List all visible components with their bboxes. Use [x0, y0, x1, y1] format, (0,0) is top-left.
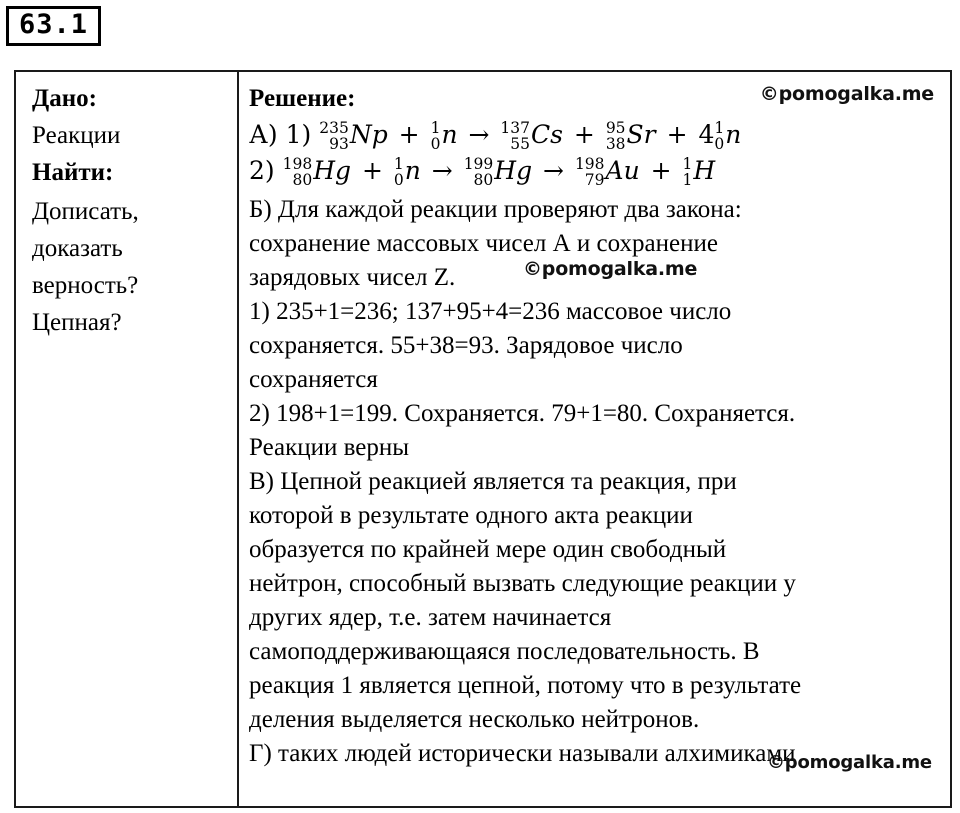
nuclide-term	[574, 154, 640, 189]
paragraph-v-line: В) Цепной реакцией является та реакция, при	[249, 468, 737, 495]
paragraph-v-line: которой в результате одного акта реакции	[249, 502, 693, 529]
nuclide-term	[282, 154, 352, 189]
nuclide-term	[682, 154, 716, 189]
mass-number: 1	[714, 118, 725, 137]
element-symbol: Cs	[531, 120, 563, 149]
check-2-line: 2) 198+1=199. Сохраняется. 79+1=80. Сохраняется.	[249, 400, 796, 427]
element-symbol: H	[693, 156, 716, 185]
paragraph-v-line: нейтрон, способный вызвать следующие реакции у	[249, 570, 796, 597]
paragraph-b-line: сохранение массовых чисел А и сохранение	[249, 230, 718, 257]
nuclide-indices	[606, 120, 626, 152]
paragraph-v-line: самоподдерживающаяся последовательность. В	[249, 638, 760, 665]
nuclide-indices	[683, 156, 693, 188]
equation-operator: +	[390, 120, 428, 149]
given-cell	[16, 72, 239, 806]
mass-number: 235	[319, 118, 349, 137]
equation-label: А) 1)	[249, 120, 320, 149]
mass-number: 198	[282, 154, 313, 173]
equation-operator: +	[565, 120, 603, 149]
nuclide-indices	[714, 120, 724, 152]
solution-table	[14, 70, 952, 808]
find-line: верность?	[32, 272, 139, 299]
equation-operator: +	[354, 156, 391, 185]
nuclide-indices	[283, 156, 313, 188]
element-symbol: Np	[349, 120, 388, 149]
given-heading: Дано:	[32, 85, 97, 112]
atomic-number: 0	[430, 134, 441, 153]
find-line: доказать	[32, 235, 123, 262]
watermark-bottom: ©pomogalka.me	[767, 752, 932, 773]
element-symbol: n	[441, 120, 458, 149]
nuclide-indices	[575, 156, 605, 188]
equation-operator: →	[460, 120, 498, 149]
find-line: Цепная?	[32, 309, 122, 336]
element-symbol: Hg	[494, 156, 533, 185]
nuclide-term	[463, 154, 533, 189]
equation-label: 2)	[249, 156, 283, 185]
equation-list	[249, 117, 940, 189]
paragraph-v-line: реакция 1 является цепной, потому что в результате	[249, 672, 802, 699]
find-line: Дописать,	[32, 198, 139, 225]
equation-operator: →	[423, 156, 461, 185]
nuclide-term	[500, 118, 563, 153]
mass-number: 1	[393, 154, 404, 173]
find-body	[32, 193, 227, 341]
watermark-top: ©pomogalka.me	[759, 83, 934, 105]
find-heading: Найти:	[32, 159, 114, 186]
task-number-badge	[6, 6, 101, 46]
paragraph-v-line: образуется по крайней мере один свободный	[249, 536, 727, 563]
paragraph-g-line: Г) таких людей исторически называли алхимиками	[249, 740, 796, 767]
check-1-line: сохраняется	[249, 366, 378, 393]
element-symbol: Sr	[626, 120, 656, 149]
check-reaction-1	[249, 295, 940, 397]
atomic-number: 55	[510, 134, 530, 153]
solution-cell	[239, 72, 950, 806]
atomic-number: 80	[473, 170, 494, 189]
solution-heading: Решение:	[249, 85, 356, 112]
paragraph-v-line: деления выделяется несколько нейтронов.	[249, 706, 700, 733]
equation-operator: +	[658, 120, 696, 149]
paragraph-b-line: Б) Для каждой реакции проверяют два закона:	[249, 196, 742, 223]
nuclide-indices	[394, 156, 404, 188]
mass-number: 137	[500, 118, 530, 137]
atomic-number: 79	[584, 170, 605, 189]
mass-number: 1	[682, 154, 693, 173]
element-symbol: n	[404, 156, 421, 185]
equation-operator: →	[535, 156, 572, 185]
paragraph-b-line: зарядовых чисел Z.	[249, 264, 456, 291]
atomic-number: 0	[714, 134, 725, 153]
nuclear-equation	[249, 117, 940, 153]
paragraph-v	[249, 465, 940, 737]
paragraph-v-line: других ядер, т.е. затем начинается	[249, 604, 612, 631]
atomic-number: 80	[292, 170, 313, 189]
atomic-number: 1	[682, 170, 693, 189]
equation-operator: +	[642, 156, 680, 185]
check-2-line: Реакции верны	[249, 434, 410, 461]
given-value: Реакции	[32, 122, 121, 149]
nuclide-term	[319, 118, 388, 153]
nuclear-equation	[249, 153, 940, 189]
mass-number: 198	[574, 154, 605, 173]
mass-number: 1	[430, 118, 441, 137]
nuclide-term	[430, 118, 458, 153]
nuclide-term	[698, 118, 742, 153]
check-1-line: 1) 235+1=236; 137+95+4=236 массовое число	[249, 298, 732, 325]
task-number-text: 63.1	[19, 9, 89, 40]
mass-number: 199	[463, 154, 494, 173]
mass-number: 95	[605, 118, 626, 137]
atomic-number: 0	[393, 170, 404, 189]
nuclide-indices	[464, 156, 494, 188]
atomic-number: 93	[329, 134, 349, 153]
atomic-number: 38	[605, 134, 626, 153]
element-symbol: Hg	[313, 156, 352, 185]
nuclide-term	[393, 154, 421, 189]
watermark-middle: ©pomogalka.me	[523, 258, 698, 280]
nuclide-coefficient: 4	[698, 120, 715, 149]
element-symbol: Au	[605, 156, 640, 185]
check-reaction-2	[249, 397, 940, 465]
element-symbol: n	[725, 120, 742, 149]
check-1-line: сохраняется. 55+38=93. Зарядовое число	[249, 332, 683, 359]
nuclide-indices	[319, 120, 349, 152]
nuclide-term	[605, 118, 656, 153]
nuclide-indices	[500, 120, 530, 152]
nuclide-indices	[431, 120, 441, 152]
